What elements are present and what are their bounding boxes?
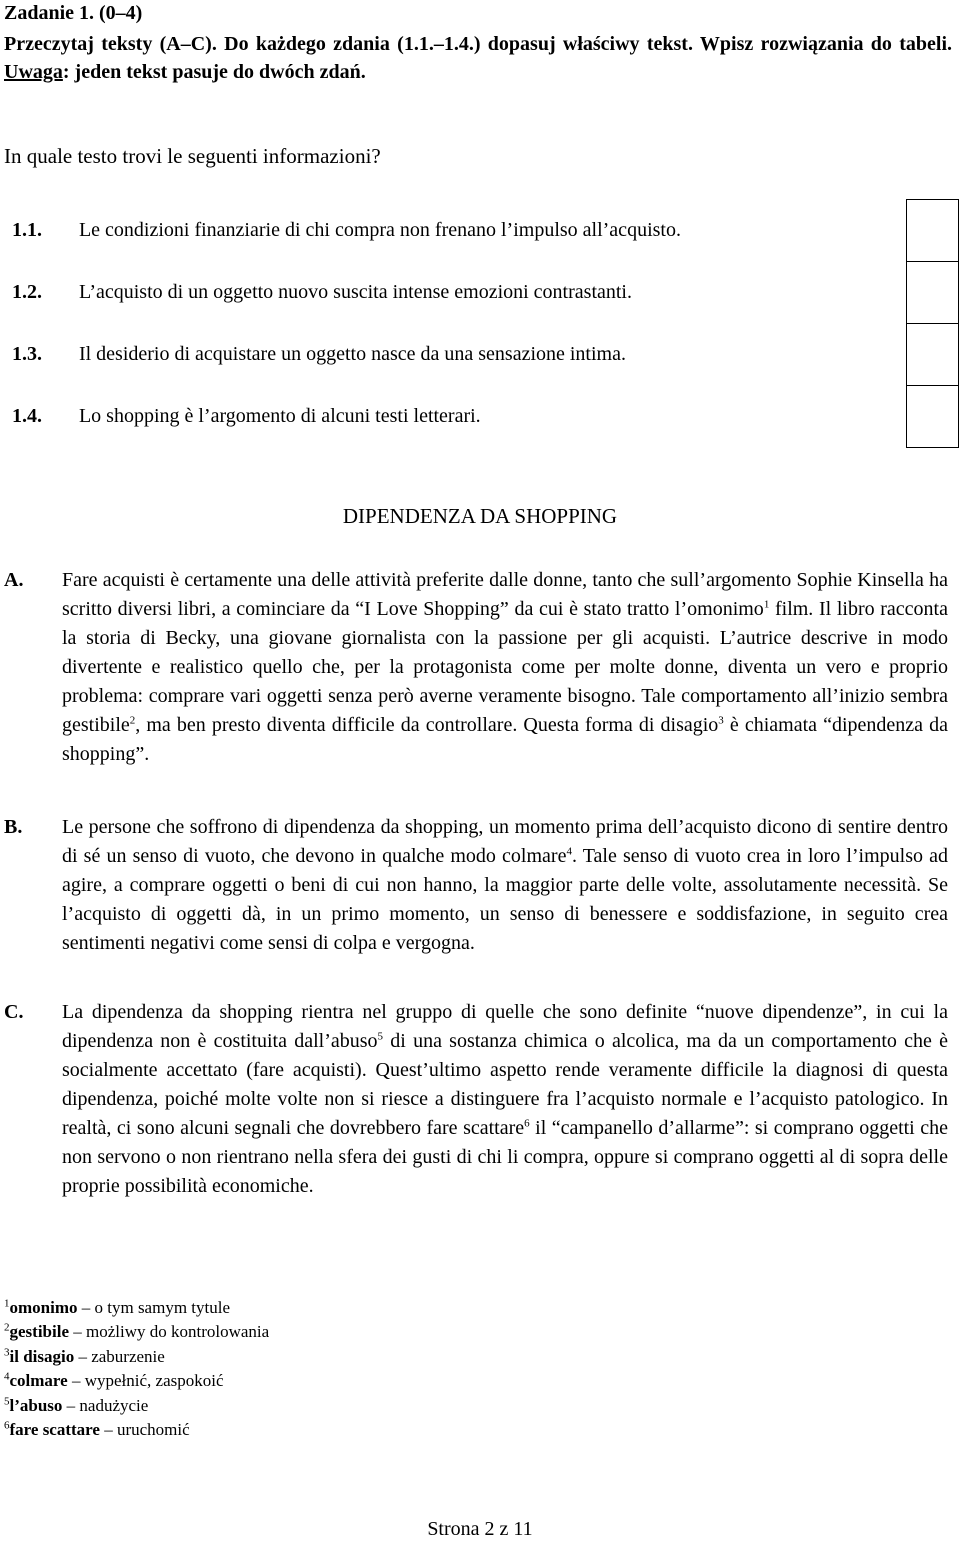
task-instruction: [4, 30, 952, 86]
footnote-number: 6: [4, 1419, 10, 1432]
statement-text: Il desiderio di acquistare un oggetto nasce da una sensazione intima.: [78, 343, 626, 365]
footnote: [4, 1296, 269, 1320]
footnote-term: l’abuso: [9, 1395, 63, 1415]
instruction-text: Przeczytaj teksty (A–C). Do każdego zdania (1.1.–1.4.) dopasuj właściwy tekst. Wpisz rozwiązania do tabeli.: [4, 33, 952, 55]
footnote-marker: 2: [129, 714, 136, 727]
text-segment: Le persone che soffrono di dipendenza da shopping, un momento prima dell’acquisto dicono di sentire dentro di sé un senso di vuoto, che devono in qualche modo colmare: [62, 816, 948, 867]
footnote-term: il disagio: [9, 1346, 75, 1366]
footnote-term: gestibile: [9, 1322, 69, 1342]
statement-row: [4, 386, 959, 448]
text-a-letter: A.: [4, 569, 24, 591]
task-title: Zadanie 1. (0–4): [4, 2, 143, 24]
footnote: [4, 1394, 269, 1418]
answer-box[interactable]: [906, 386, 958, 448]
text-b-letter: B.: [4, 816, 23, 838]
statement-text: Le condizioni finanziarie di chi compra non frenano l’impulso all’acquisto.: [78, 219, 681, 241]
footnote-gloss: – wypełnić, zaspokoić: [67, 1371, 224, 1391]
footnote-marker: 5: [377, 1030, 384, 1043]
footnote: [4, 1320, 269, 1344]
footnotes: [4, 1296, 269, 1442]
footnote: [4, 1369, 269, 1393]
footnote-term: fare scattare: [9, 1420, 100, 1440]
note-label: Uwaga: [4, 61, 63, 83]
footnote-marker: 3: [718, 714, 724, 727]
footnote-marker: 6: [524, 1117, 530, 1130]
footnote-term: colmare: [9, 1371, 68, 1391]
statement-row: [4, 262, 959, 324]
text-segment: , ma ben presto diventa difficile da controllare. Questa forma di disagio: [135, 714, 719, 736]
footnote-marker: 1: [763, 598, 770, 611]
statement-row: [4, 324, 959, 386]
statement-number: 1.1.: [12, 219, 42, 241]
statement-number: 1.3.: [12, 343, 42, 365]
footnote-term: omonimo: [9, 1298, 78, 1317]
footnote-gloss: – możliwy do kontrolowania: [69, 1322, 270, 1342]
article-heading: DIPENDENZA DA SHOPPING: [342, 504, 618, 528]
text-c-letter: C.: [4, 1001, 24, 1023]
text-segment: Fare acquisti è certamente una delle attività preferite dalle donne, tanto che sull’argomento Sophie Kinsella ha scritto diversi libri, a cominciare da “I Love Shopping” da cui è stato tratto l’omonimo: [62, 569, 948, 620]
footnote-gloss: – uruchomić: [99, 1420, 190, 1440]
text-c-body: [62, 998, 948, 1201]
statement-row: [4, 200, 959, 262]
footnote-gloss: – zaburzenie: [74, 1346, 165, 1366]
answer-table: [4, 199, 959, 448]
statement-text: L’acquisto di un oggetto nuovo suscita intense emozioni contrastanti.: [78, 281, 632, 303]
footnote-marker: 4: [566, 845, 572, 858]
text-segment: di una sostanza chimica o alcolica, ma da un comportamento che è socialmente accettato (fare acquisti). Quest’ultimo aspetto rende veramente difficile la diagnosi di questa dipendenza, poiché molte volte non si riesce a distinguere fra l’acquisto normale e l’acquisto patologico. In realtà, ci sono alcuni segnali che dovrebbero fare scattare: [62, 1030, 949, 1139]
footnote-gloss: – o tym samym tytule: [77, 1298, 231, 1317]
statement-text: Lo shopping è l’argomento di alcuni testi letterari.: [78, 405, 481, 427]
footnote-number: 1: [4, 1297, 10, 1310]
text-b-body: [62, 813, 948, 958]
answer-box[interactable]: [906, 324, 958, 386]
statement-number: 1.4.: [12, 405, 42, 427]
text-segment: il “campanello d’allarme”: si comprano oggetti che non servono o non rientrano nella sfera dei gusti di chi li compra, oppure si comprano oggetti al di sopra delle proprie possibilità economiche.: [62, 1117, 948, 1197]
answer-box[interactable]: [906, 262, 958, 324]
statement-number: 1.2.: [12, 281, 42, 303]
footnote-number: 2: [4, 1321, 10, 1334]
footnote-gloss: – nadużycie: [62, 1395, 149, 1415]
text-segment: La dipendenza da shopping rientra nel gruppo di quelle che sono definite “nuove dipendenze”, in cui la dipendenza non è costituita dall’abuso: [62, 1001, 948, 1052]
text-segment: . Tale senso di vuoto crea in loro l’impulso ad agire, a comprare oggetti o beni di cui non hanno, la maggior parte delle volte, assolutamente necessità. Se l’acquisto di oggetti dà, in un primo momento, un senso di benessere e soddisfazione, in seguito crea sentimenti negativi come sensi di colpa e vergogna.: [62, 845, 949, 954]
instruction-note: : jeden tekst pasuje do dwóch zdań.: [62, 61, 366, 83]
footnote: [4, 1418, 269, 1442]
footnote-number: 4: [4, 1370, 10, 1383]
question: In quale testo trovi le seguenti informazioni?: [4, 144, 381, 168]
text-a-body: [62, 566, 948, 769]
answer-box[interactable]: [906, 200, 958, 262]
text-segment: è chiamata “dipendenza da shopping”.: [62, 714, 948, 765]
page-footer: Strona 2 z 11: [427, 1518, 533, 1540]
footnote-number: 5: [4, 1394, 10, 1407]
footnote: [4, 1345, 269, 1369]
text-segment: film. Il libro racconta la storia di Becky, una giovane giornalista con la passione per gli acquisti. L’autrice descrive in modo divertente e realistico quello che, per la protagonista come per molte donne, diventa un vero e proprio problema: comprare vari oggetti senza però averne veramente bisogno. Tale comportamento all’inizio sembra gestibile: [62, 598, 948, 736]
footnote-number: 3: [4, 1346, 10, 1359]
